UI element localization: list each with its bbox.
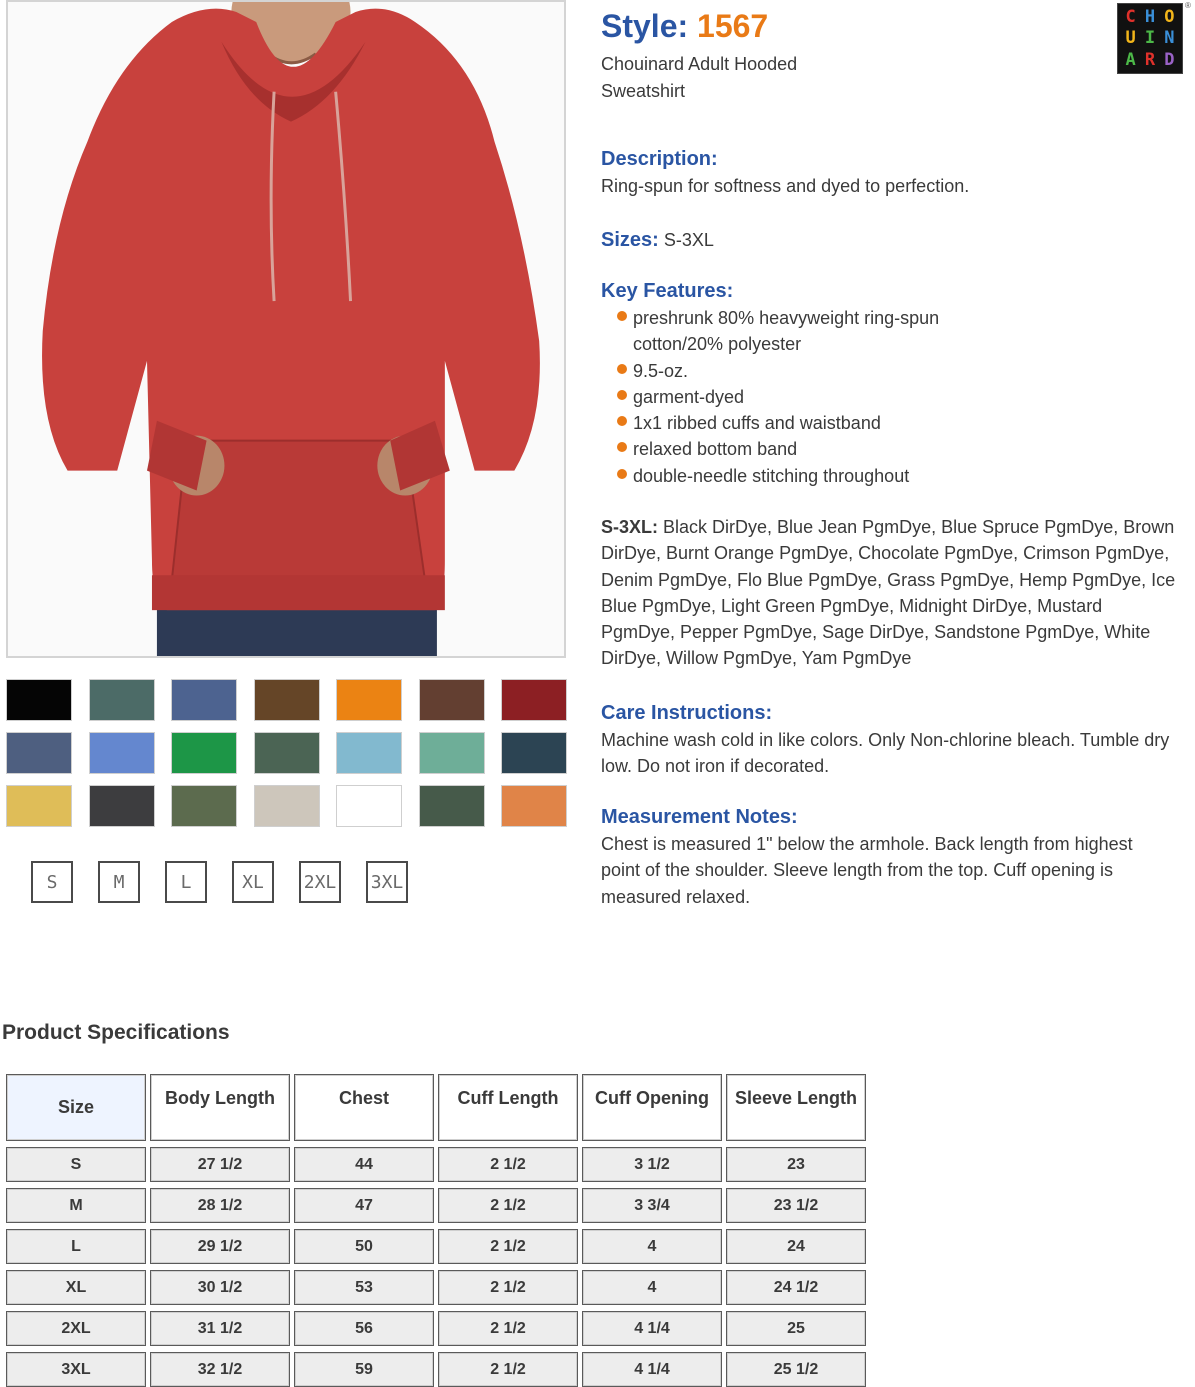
table-cell: 56 bbox=[294, 1311, 434, 1346]
description-heading: Description: bbox=[601, 148, 718, 170]
spec-header-cell: Cuff Length bbox=[438, 1074, 578, 1141]
table-cell: 50 bbox=[294, 1229, 434, 1264]
feature-item: garment-dyed bbox=[615, 384, 975, 410]
size-button-m[interactable]: M bbox=[98, 861, 140, 903]
logo-letter: D bbox=[1164, 50, 1175, 71]
table-cell: 27 1/2 bbox=[150, 1147, 290, 1182]
key-features-heading: Key Features: bbox=[601, 280, 734, 302]
logo-letter: O bbox=[1164, 6, 1175, 27]
table-cell: 2 1/2 bbox=[438, 1147, 578, 1182]
color-swatch[interactable] bbox=[419, 679, 485, 721]
color-swatch[interactable] bbox=[501, 785, 567, 827]
color-swatch[interactable] bbox=[501, 679, 567, 721]
table-cell: 2XL bbox=[6, 1311, 146, 1346]
table-row bbox=[6, 1270, 866, 1305]
table-cell: 2 1/2 bbox=[438, 1229, 578, 1264]
logo-letter: I bbox=[1144, 28, 1156, 49]
color-swatch[interactable] bbox=[89, 732, 155, 774]
table-cell: 31 1/2 bbox=[150, 1311, 290, 1346]
table-cell: 2 1/2 bbox=[438, 1188, 578, 1223]
description-text: Ring-spun for softness and dyed to perfection. bbox=[601, 176, 970, 196]
care-section bbox=[601, 702, 1181, 780]
table-cell: 25 1/2 bbox=[726, 1352, 866, 1387]
table-cell: M bbox=[6, 1188, 146, 1223]
spec-header-cell: Body Length bbox=[150, 1074, 290, 1141]
key-features-list bbox=[615, 305, 1181, 489]
color-swatch[interactable] bbox=[336, 785, 402, 827]
feature-item: preshrunk 80% heavyweight ring-spun cotton/20% polyester bbox=[615, 305, 975, 358]
description-section bbox=[601, 148, 1181, 199]
table-cell: 25 bbox=[726, 1311, 866, 1346]
size-button-l[interactable]: L bbox=[165, 861, 207, 903]
color-swatch[interactable] bbox=[171, 732, 237, 774]
color-swatch[interactable] bbox=[254, 732, 320, 774]
table-row bbox=[6, 1352, 866, 1387]
color-swatch[interactable] bbox=[254, 679, 320, 721]
table-cell: 4 1/4 bbox=[582, 1311, 722, 1346]
feature-item: 9.5-oz. bbox=[615, 358, 975, 384]
logo-letter: H bbox=[1144, 6, 1156, 27]
measurement-section bbox=[601, 806, 1176, 910]
style-number: 1567 bbox=[697, 8, 769, 44]
color-swatch[interactable] bbox=[6, 679, 72, 721]
table-cell: 32 1/2 bbox=[150, 1352, 290, 1387]
table-cell: XL bbox=[6, 1270, 146, 1305]
spec-body bbox=[6, 1147, 866, 1387]
table-row bbox=[6, 1229, 866, 1264]
logo-letter: C bbox=[1125, 6, 1136, 27]
sizes-heading: Sizes: bbox=[601, 229, 659, 251]
table-cell: 24 1/2 bbox=[726, 1270, 866, 1305]
hoodie-illustration bbox=[8, 2, 564, 656]
table-cell: 2 1/2 bbox=[438, 1352, 578, 1387]
spec-header-cell: Chest bbox=[294, 1074, 434, 1141]
product-name: Chouinard Adult Hooded Sweatshirt bbox=[601, 54, 798, 101]
colors-label: S-3XL: bbox=[601, 517, 659, 537]
spec-header-cell: Size bbox=[6, 1074, 146, 1141]
color-swatch[interactable] bbox=[171, 679, 237, 721]
size-button-s[interactable]: S bbox=[31, 861, 73, 903]
logo-letter: U bbox=[1125, 28, 1136, 49]
size-button-2xl[interactable]: 2XL bbox=[299, 861, 341, 903]
key-features-section bbox=[601, 280, 1181, 489]
measurement-text: Chest is measured 1" below the armhole. Back length from highest point of the shoulder. Sleeve length from the top. Cuff opening is measured relaxed. bbox=[601, 834, 1133, 907]
logo-letter: N bbox=[1164, 28, 1175, 49]
table-row bbox=[6, 1188, 866, 1223]
table-cell: 47 bbox=[294, 1188, 434, 1223]
chouinard-logo bbox=[1117, 3, 1183, 74]
care-heading: Care Instructions: bbox=[601, 702, 773, 724]
table-cell: 44 bbox=[294, 1147, 434, 1182]
spec-table bbox=[2, 1068, 870, 1387]
table-cell: 4 1/4 bbox=[582, 1352, 722, 1387]
color-swatch[interactable] bbox=[419, 732, 485, 774]
table-cell: 3 3/4 bbox=[582, 1188, 722, 1223]
feature-item: double-needle stitching throughout bbox=[615, 463, 975, 489]
product-photo bbox=[6, 0, 566, 658]
table-cell: 3XL bbox=[6, 1352, 146, 1387]
table-cell: 4 bbox=[582, 1229, 722, 1264]
feature-item: relaxed bottom band bbox=[615, 436, 975, 462]
table-cell: 53 bbox=[294, 1270, 434, 1305]
table-cell: L bbox=[6, 1229, 146, 1264]
logo-letter: R bbox=[1144, 50, 1156, 71]
style-line bbox=[601, 8, 768, 45]
size-button-3xl[interactable]: 3XL bbox=[366, 861, 408, 903]
measurement-heading: Measurement Notes: bbox=[601, 806, 798, 828]
table-cell: 4 bbox=[582, 1270, 722, 1305]
colors-text: Black DirDye, Blue Jean PgmDye, Blue Spruce PgmDye, Brown DirDye, Burnt Orange PgmDye, Chocolate PgmDye, Crimson PgmDye, Denim PgmDye, Flo Blue PgmDye, Grass PgmDye, Hemp PgmDye, Ice Blue PgmDye, Light Green PgmDye, Midnight DirDye, Mustard PgmDye, Pepper PgmDye, Sage DirDye, Sandstone PgmDye, White DirDye, Willow PgmDye, Yam PgmDye bbox=[601, 517, 1176, 669]
table-cell: 3 1/2 bbox=[582, 1147, 722, 1182]
color-swatch[interactable] bbox=[336, 732, 402, 774]
feature-item: 1x1 ribbed cuffs and waistband bbox=[615, 410, 975, 436]
color-swatch[interactable] bbox=[89, 785, 155, 827]
color-swatch[interactable] bbox=[6, 785, 72, 827]
color-swatch[interactable] bbox=[419, 785, 485, 827]
table-cell: 59 bbox=[294, 1352, 434, 1387]
spec-header-cell: Cuff Opening bbox=[582, 1074, 722, 1141]
spec-header-cell: Sleeve Length bbox=[726, 1074, 866, 1141]
table-cell: S bbox=[6, 1147, 146, 1182]
spec-header-row bbox=[6, 1074, 866, 1141]
logo-letter: A bbox=[1125, 50, 1136, 71]
table-row bbox=[6, 1147, 866, 1182]
colors-section bbox=[601, 514, 1176, 672]
table-cell: 23 1/2 bbox=[726, 1188, 866, 1223]
color-swatch[interactable] bbox=[6, 732, 72, 774]
spec-title: Product Specifications bbox=[2, 1021, 230, 1044]
color-swatch[interactable] bbox=[336, 679, 402, 721]
table-cell: 30 1/2 bbox=[150, 1270, 290, 1305]
table-row bbox=[6, 1311, 866, 1346]
table-cell: 24 bbox=[726, 1229, 866, 1264]
table-cell: 28 1/2 bbox=[150, 1188, 290, 1223]
care-text: Machine wash cold in like colors. Only Non-chlorine bleach. Tumble dry low. Do not iron if decorated. bbox=[601, 730, 1170, 777]
color-swatch[interactable] bbox=[501, 732, 567, 774]
size-button-xl[interactable]: XL bbox=[232, 861, 274, 903]
sizes-section bbox=[601, 227, 714, 253]
color-swatch[interactable] bbox=[89, 679, 155, 721]
registered-mark: ® bbox=[1185, 1, 1191, 10]
table-cell: 29 1/2 bbox=[150, 1229, 290, 1264]
style-label: Style: bbox=[601, 8, 689, 44]
sizes-value: S-3XL bbox=[663, 230, 714, 250]
color-swatch[interactable] bbox=[171, 785, 237, 827]
table-cell: 2 1/2 bbox=[438, 1270, 578, 1305]
table-cell: 2 1/2 bbox=[438, 1311, 578, 1346]
table-cell: 23 bbox=[726, 1147, 866, 1182]
color-swatch[interactable] bbox=[254, 785, 320, 827]
